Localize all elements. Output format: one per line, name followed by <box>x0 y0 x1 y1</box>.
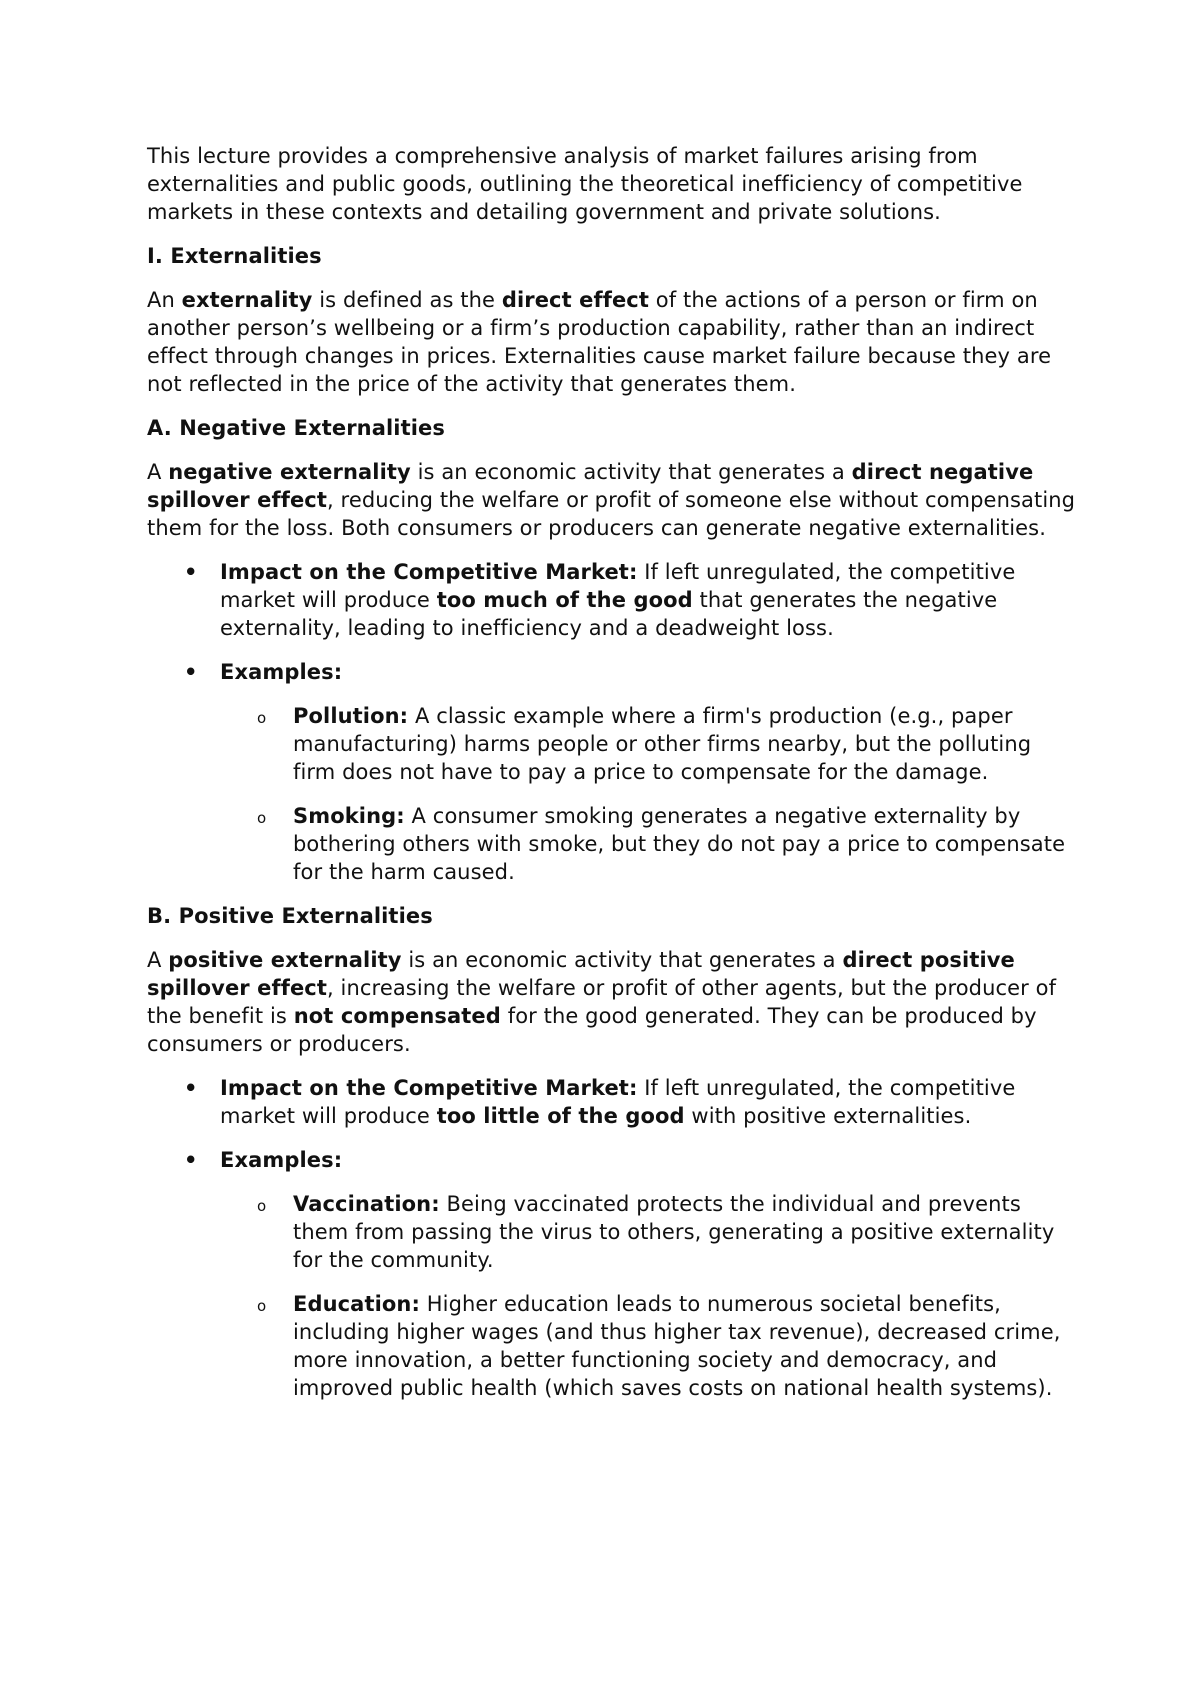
sub-bullet-icon: o <box>257 809 267 827</box>
bullet-icon: • <box>184 1076 198 1100</box>
negative-examples-list <box>220 702 1077 886</box>
list-item: o Smoking: A consumer smoking generates a negative externality by bothering others with smoke, but they do not pay a price to compensate for the harm caused. <box>257 804 1066 884</box>
bullet-icon: • <box>184 660 198 684</box>
sub-bullet-icon: o <box>257 1197 267 1215</box>
term-not-compensated: not compensated <box>293 1004 501 1028</box>
examples-label: Examples: <box>220 1148 343 1172</box>
negative-bullet-list <box>147 558 1077 886</box>
section-heading-externalities: I. Externalities <box>147 244 322 268</box>
list-item: o Education: Higher education leads to numerous societal benefits, including higher wages (and thus higher tax revenue), decreased crime, more innovation, a better functioning society and democracy, and improved public health (which saves costs on national health systems). <box>257 1292 1061 1400</box>
sub-bullet-icon: o <box>257 1297 267 1315</box>
list-item <box>147 1146 1077 1402</box>
intro-paragraph: This lecture provides a comprehensive analysis of market failures arising from externalities and public goods, outlining the theoretical inefficiency of competitive markets in these contexts and detailing government and private solutions. <box>147 144 1023 224</box>
impact-label: Impact on the Competitive Market: <box>220 560 638 584</box>
document-page <box>147 142 1077 1418</box>
example-label-vaccination: Vaccination: <box>293 1192 440 1216</box>
term-externality: externality <box>181 288 313 312</box>
examples-label: Examples: <box>220 660 343 684</box>
bullet-icon: • <box>184 1148 198 1172</box>
list-item: o Vaccination: Being vaccinated protects the individual and prevents them from passing the virus to others, generating a positive externality for the community. <box>257 1192 1055 1272</box>
negative-definition-paragraph: A negative externality is an economic activity that generates a direct negative spillover effect, reducing the welfare or profit of someone else without compensating them for the loss. Both consumers or producers can generate negative externalities. <box>147 460 1076 540</box>
example-label-education: Education: <box>293 1292 420 1316</box>
impact-bold: too little of the good <box>436 1104 685 1128</box>
example-label-smoking: Smoking: <box>293 804 405 828</box>
term-direct-effect: direct effect <box>501 288 649 312</box>
externality-definition-paragraph: An externality is defined as the direct effect of the actions of a person or firm on another person’s wellbeing or a firm’s production capability, rather than an indirect effect through changes in prices. Externalities cause market failure because they are not reflected in the price of the activity that generates them. <box>147 288 1052 396</box>
list-item: • Impact on the Competitive Market: If left unregulated, the competitive market will produce too much of the good that generates the negative externality, leading to inefficiency and a deadweight loss. <box>184 560 1016 640</box>
impact-label: Impact on the Competitive Market: <box>220 1076 638 1100</box>
list-item: • Impact on the Competitive Market: If left unregulated, the competitive market will produce too little of the good with positive externalities. <box>184 1076 1016 1128</box>
bullet-icon: • <box>184 560 198 584</box>
example-label-pollution: Pollution: <box>293 704 409 728</box>
list-item: o Pollution: A classic example where a firm's production (e.g., paper manufacturing) harms people or other firms nearby, but the polluting firm does not have to pay a price to compensate for the damage. <box>257 704 1032 784</box>
impact-bold: too much of the good <box>436 588 693 612</box>
subsection-heading-negative: A. Negative Externalities <box>147 416 445 440</box>
positive-bullet-list <box>147 1074 1077 1402</box>
list-item <box>147 658 1077 886</box>
positive-definition-paragraph: A positive externality is an economic activity that generates a direct positive spillover effect, increasing the welfare or profit of other agents, but the producer of the benefit is not compensated for the good generated. They can be produced by consumers or producers. <box>147 948 1057 1056</box>
term-negative-externality: negative externality <box>168 460 411 484</box>
term-positive-externality: positive externality <box>168 948 402 972</box>
term-direct-positive-spillover: direct positive spillover effect <box>147 948 1015 1000</box>
positive-examples-list <box>220 1190 1077 1402</box>
subsection-heading-positive: B. Positive Externalities <box>147 904 433 928</box>
sub-bullet-icon: o <box>257 709 267 727</box>
term-direct-negative-spillover: direct negative spillover effect <box>147 460 1034 512</box>
